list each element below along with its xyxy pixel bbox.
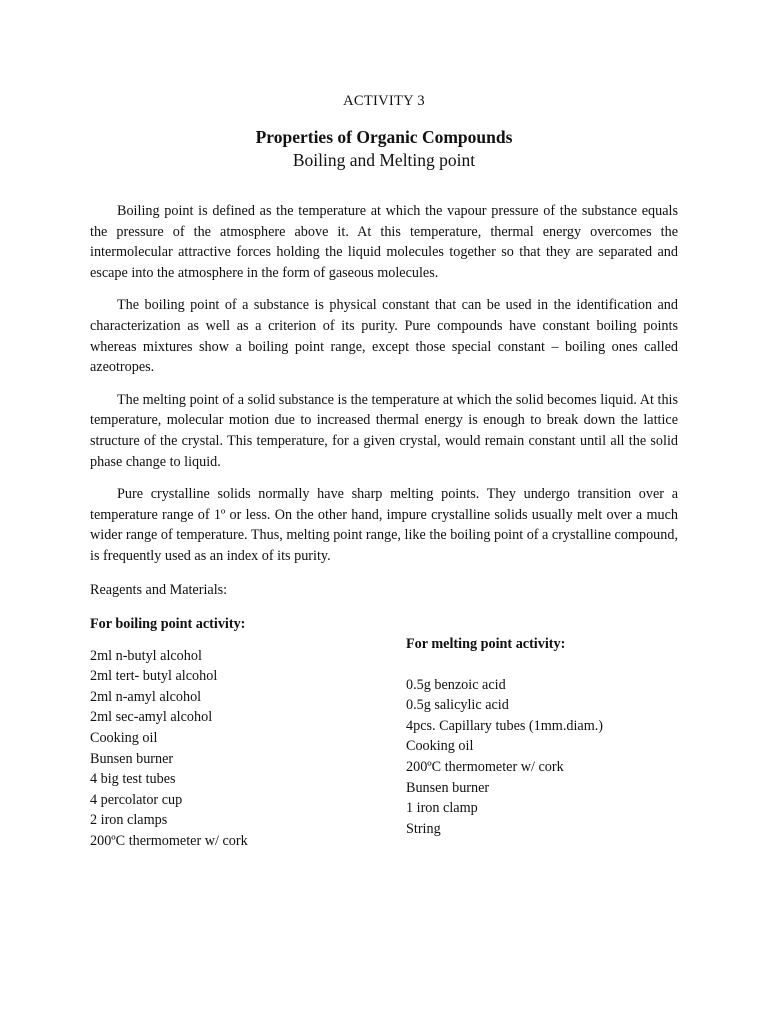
- boiling-items: [90, 646, 390, 852]
- boiling-materials-list: [90, 614, 390, 852]
- document-title: Properties of Organic Compounds: [255, 127, 513, 147]
- paragraph-melting-point-definition: The melting point of a solid substance is the temperature at which the solid becomes liquid. At this temperature, molecular motion due to increased thermal energy is enough to break down the lattice structure of the crystal. This temperature, for a given crystal, would remain constant until all the solid phase change to liquid.: [90, 391, 678, 470]
- reagents-label: Reagents and Materials:: [90, 582, 228, 598]
- list-item: 2ml n-butyl alcohol: [90, 647, 202, 664]
- list-item: 0.5g salicylic acid: [406, 697, 509, 714]
- activity-number: ACTIVITY 3: [343, 93, 425, 109]
- melting-items: [406, 675, 676, 840]
- list-item: Cooking oil: [406, 738, 474, 755]
- document-subtitle: Boiling and Melting point: [292, 150, 476, 170]
- paragraph-boiling-point-definition: Boiling point is defined as the temperature at which the vapour pressure of the substance equals the pressure of the atmosphere above it. At this temperature, thermal energy overcomes the intermolecular attractive forces holding the liquid molecules together so that they are separated and escape into the atmosphere in the form of gaseous molecules.: [90, 203, 678, 281]
- list-item: 1 iron clamp: [406, 800, 478, 817]
- list-item: 2ml sec-amyl alcohol: [90, 709, 213, 726]
- list-item: 2 iron clamps: [90, 812, 168, 829]
- list-item: 2ml tert- butyl alcohol: [90, 668, 218, 685]
- list-item: 0.5g benzoic acid: [406, 676, 506, 693]
- melting-materials-list: [406, 634, 676, 839]
- list-item: 4 big test tubes: [90, 771, 176, 788]
- paragraph-melting-point-purity: Pure crystalline solids normally have sharp melting points. They undergo transition over a temperature range of 1º or less. On the other hand, impure crystalline solids usually melt over a much wider range of temperature. Thus, melting point range, like the boiling point of a crystalline compound, is frequently used as an index of its purity.: [90, 486, 678, 564]
- paragraph-boiling-point-constant: The boiling point of a substance is physical constant that can be used in the identification and characterization as well as a criterion of its purity. Pure compounds have constant boiling points whereas mixtures show a boiling point range, except those special constant – boiling ones called azeotropes.: [90, 297, 678, 376]
- list-item: Bunsen burner: [90, 750, 174, 767]
- list-item: 4 percolator cup: [90, 791, 183, 808]
- list-item: Bunsen burner: [406, 779, 490, 796]
- melting-heading: For melting point activity:: [406, 636, 566, 652]
- list-item: 4pcs. Capillary tubes (1mm.diam.): [406, 717, 604, 734]
- document-page: [90, 0, 678, 1024]
- list-item: Cooking oil: [90, 729, 158, 746]
- list-item: 2ml n-amyl alcohol: [90, 688, 202, 705]
- list-item: 200ºC thermometer w/ cork: [406, 758, 564, 775]
- body-text: [90, 201, 678, 579]
- list-item: String: [406, 820, 441, 837]
- list-item: 200ºC thermometer w/ cork: [90, 832, 248, 849]
- boiling-heading: For boiling point activity:: [90, 616, 246, 632]
